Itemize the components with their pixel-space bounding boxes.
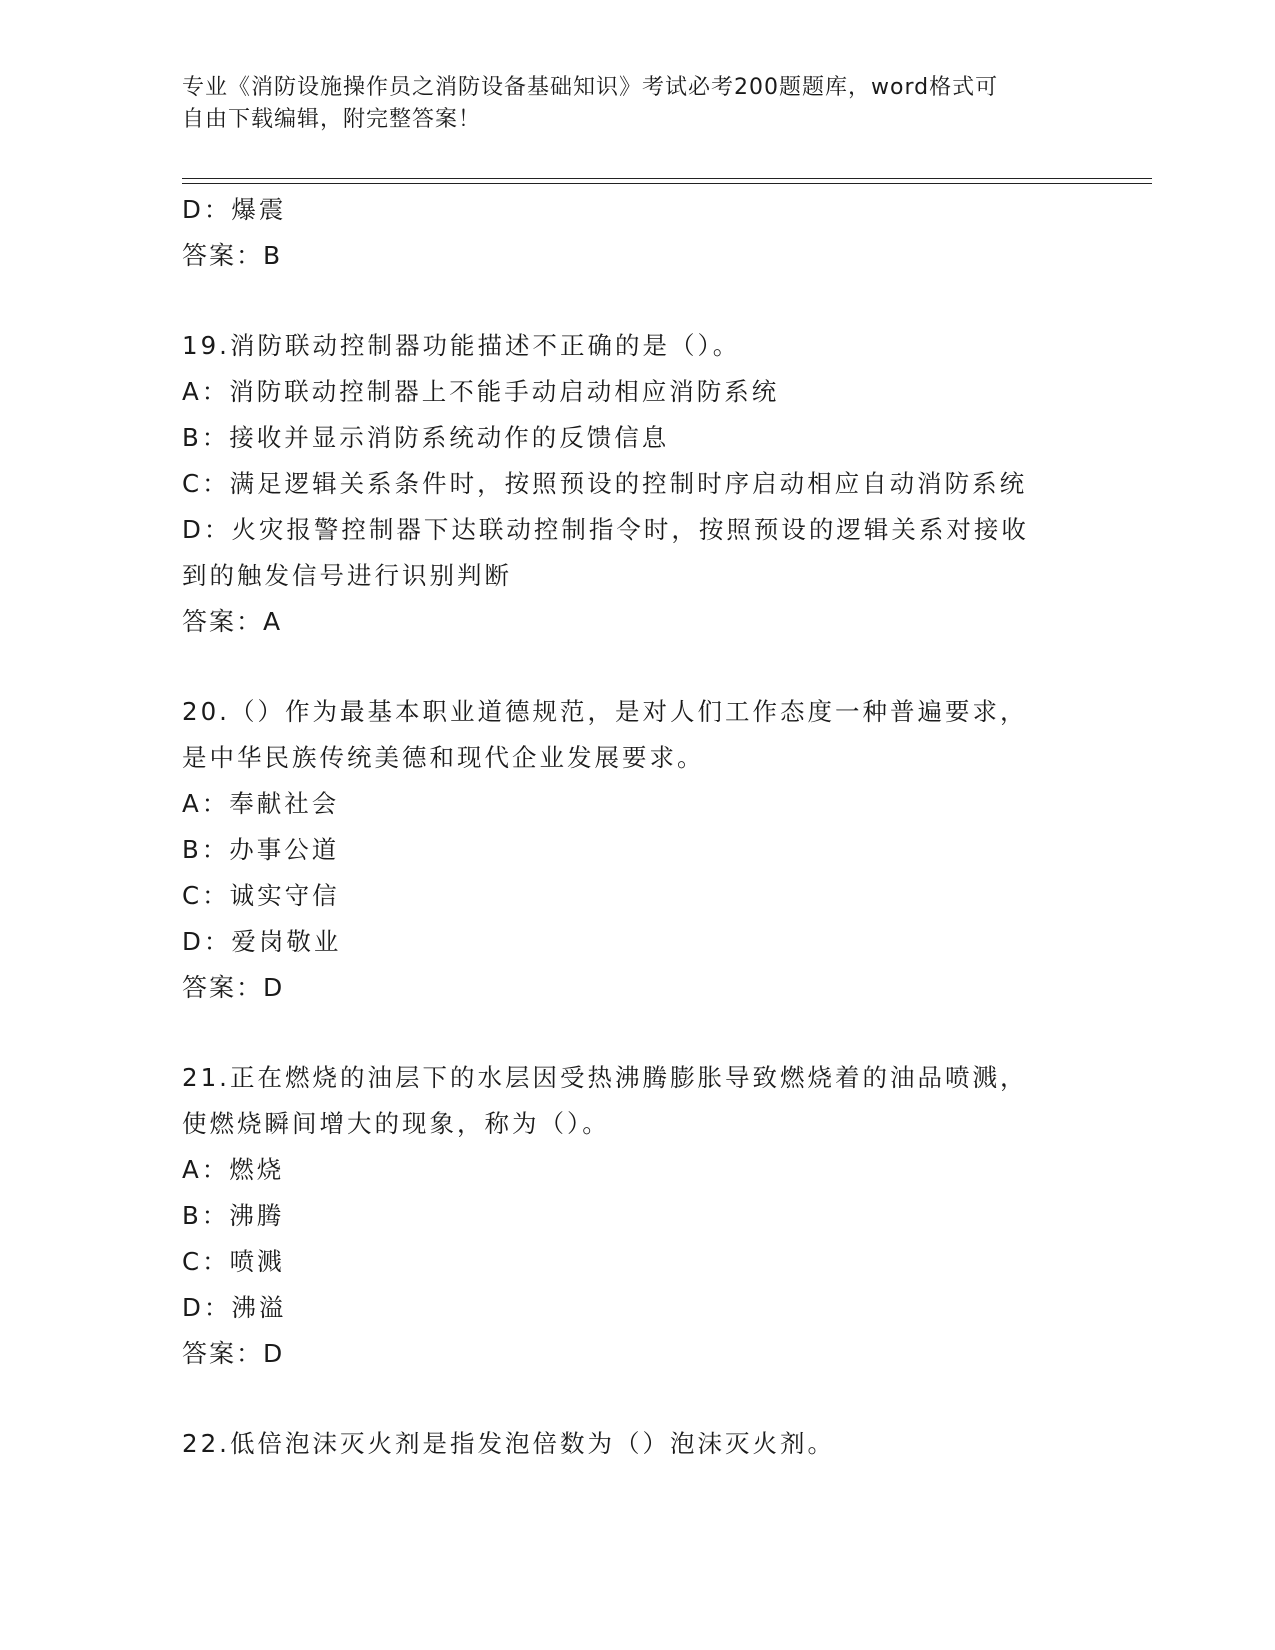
option-d: D：沸溢 — [182, 1293, 287, 1322]
question-stem: 22.低倍泡沫灭火剂是指发泡倍数为（）泡沫灭火剂。 — [182, 1429, 835, 1458]
option-d: D：火灾报警控制器下达联动控制指令时，按照预设的逻辑关系对接收 — [182, 515, 1029, 544]
option-b: B：沸腾 — [182, 1201, 285, 1230]
option-c: C：诚实守信 — [182, 881, 340, 910]
option-a: A：奉献社会 — [182, 789, 340, 818]
question-stem: 21.正在燃烧的油层下的水层因受热沸腾膨胀导致燃烧着的油品喷溅， — [182, 1063, 1028, 1092]
document-body — [182, 187, 1082, 1467]
question-stem: 20.（）作为最基本职业道德规范，是对人们工作态度一种普遍要求， — [182, 697, 1028, 726]
option-d-continued: 到的触发信号进行识别判断 — [182, 561, 512, 590]
option-a: A：消防联动控制器上不能手动启动相应消防系统 — [182, 377, 780, 406]
header-line-1: 专业《消防设施操作员之消防设备基础知识》考试必考200题题库，word格式可 — [182, 75, 999, 100]
option-a: A：燃烧 — [182, 1155, 285, 1184]
option-d: D：爱岗敬业 — [182, 927, 342, 956]
page-header — [182, 72, 1062, 136]
question-20 — [182, 689, 1082, 1011]
spacer — [182, 279, 1082, 323]
option-b: B：办事公道 — [182, 835, 340, 864]
spacer — [182, 1011, 1082, 1055]
question-22 — [182, 1421, 1082, 1467]
question-18-option-d: D：爆震 — [182, 195, 287, 224]
question-19 — [182, 323, 1082, 645]
question-stem: 19.消防联动控制器功能描述不正确的是（）。 — [182, 331, 741, 360]
option-c: C：喷溅 — [182, 1247, 285, 1276]
question-21 — [182, 1055, 1082, 1377]
question-stem-continued: 是中华民族传统美德和现代企业发展要求。 — [182, 743, 705, 772]
question-answer: 答案：A — [182, 607, 283, 636]
question-18-answer: 答案：B — [182, 241, 283, 270]
header-line-2: 自由下载编辑，附完整答案！ — [182, 107, 482, 132]
spacer — [182, 1377, 1082, 1421]
question-answer: 答案：D — [182, 1339, 285, 1368]
question-stem-continued: 使燃烧瞬间增大的现象，称为（）。 — [182, 1109, 610, 1138]
question-answer: 答案：D — [182, 973, 285, 1002]
header-rule-bottom — [182, 183, 1152, 184]
header-rule-top — [182, 178, 1152, 179]
option-c: C：满足逻辑关系条件时，按照预设的控制时序启动相应自动消防系统 — [182, 469, 1028, 498]
spacer — [182, 645, 1082, 689]
option-b: B：接收并显示消防系统动作的反馈信息 — [182, 423, 670, 452]
